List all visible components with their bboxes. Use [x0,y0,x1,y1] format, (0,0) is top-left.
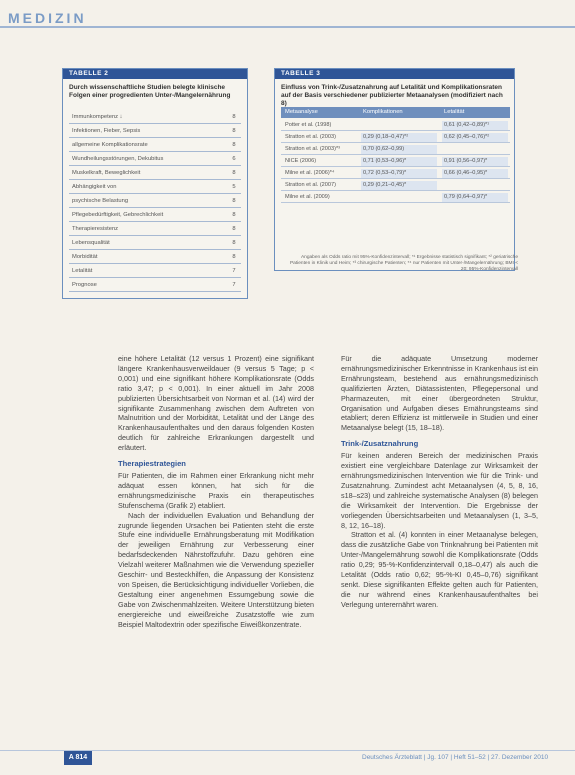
table-3-title: Einfluss von Trink-/Zusatznahrung auf Letalität und Komplikationsraten auf der Basis verschiedener publizierter Metaanalysen (modifiziert nach 8) [281,84,503,107]
right-column [341,354,538,610]
row-label: Abhängigkeit von [72,184,117,190]
row-value: 7 [232,282,236,288]
journal-reference: Deutsches Ärzteblatt | Jg. 107 | Heft 51–52 | 27. Dezember 2010 [362,754,549,761]
table-3-footnote: Angaben als Odds ratio mit 95%-Konfidenzintervall; *¹ Ergebnisse statistisch signifikant; *² geriatrische Patienten in Klinik und Heim; *³ chirurgische Patienten; *⁴ nur Patienten mit Unter-/Mangelernährung; BMI < 20; 95%-Konfidenzintervall [289,255,518,272]
paragraph: eine höhere Letalität (12 versus 1 Prozent) eine signifikant längere Krankenhausverweildauer (9 versus 5 Tage; p < 0,001) und eine signifikant höhere Komplikationsrate (Odds ratio 3,47; p < 0,001). In einer aktuell im Jahr 2008 publizierten Übersichtsarbeit von Norman et al. (14) wird der signifikante Zusammenhang zwischen dem Auftreten von Malnutrition und der Morbidität, Letalität und der Länge des Krankenhausaufenthaltes und den daraus folgenden Kosten deutlich für zahlreiche Erkrankungen dargestellt und erläutert. [118,354,314,453]
table-row [281,168,510,179]
row-complications: 0,70 (0,62–0,99) [363,146,405,152]
table-row [69,111,241,124]
row-label: Pflegebedürftigkeit, Gebrechlichkeit [72,212,164,218]
row-study: Stratton et al. (2007) [285,182,336,188]
row-mortality: 0,79 (0,64–0,97)* [444,194,488,200]
row-value: 8 [232,226,236,232]
table-row [281,180,510,191]
page-number: A 814 [64,751,92,765]
row-label: Prognose [72,282,97,288]
table-3-header-complications: Komplikationen [363,109,403,115]
header-rule [0,26,575,28]
row-study: Stratton et al. (2003)*³ [285,146,341,152]
row-label: Wundheilungsstörungen, Dekubitus [72,156,164,162]
row-label: Morbidität [72,254,98,260]
table-row [69,139,241,152]
row-label: Therapieresistenz [72,226,119,232]
table-row [69,265,241,278]
row-mortality: 0,61 (0,42–0,89)*¹ [444,122,490,128]
row-value: 8 [232,240,236,246]
row-value: 8 [232,114,236,120]
table-row [69,181,241,194]
row-label: allgemeine Komplikationsrate [72,142,148,148]
row-study: Milne et al. (2009) [285,194,330,200]
table-row [69,223,241,236]
row-value: 8 [232,254,236,260]
row-study: Stratton et al. (2003) [285,134,336,140]
section-heading: Trink-/Zusatznahrung [341,439,419,449]
row-complications: 0,71 (0,53–0,96)* [363,158,407,164]
table-row [281,120,510,131]
table-row [69,237,241,250]
table-row [69,125,241,138]
paragraph: Für die adäquate Umsetzung moderner ernährungsmedizinischer Erkenntnisse in Krankenhaus ist ein Ernährungsteam, bestehend aus ernährungsmedizinisch qualifizierten Ärzten, Diätassistenten, Pflegepersonal und Pharmazeuten, mit einer übergeordneten Struktur, Organisation und Aufgaben dieses Ernährungsteams sind etabliert; deren Effizienz ist mittlerweile in Studien und einer Metaanalyse belegt (15, 18–18). [341,354,538,433]
table-3 [274,68,515,271]
row-label: psychische Belastung [72,198,129,204]
row-label: Letalität [72,268,93,274]
table-3-header-row [281,107,510,118]
row-study: Milne et al. (2006)*⁴ [285,170,335,176]
row-value: 5 [232,184,236,190]
row-label: Infektionen, Fieber, Sepsis [72,128,141,134]
table-row [69,251,241,264]
table-row [281,156,510,167]
row-mortality: 0,91 (0,56–0,97)* [444,158,488,164]
table-row [69,195,241,208]
table-row [281,144,510,155]
paragraph: Nach der individuellen Evaluation und Behandlung der zugrunde liegenden Ursachen bei Patienten steht die erste Stufe eine individuelle Ernährungsberatung mit Modifikation der jeweiligen Ernährung zur Verbesserung einer bedarfsdeckenden Nährstoffzufuhr. Dazu gehören eine Vielzahl weiterer Maßnahmen wie die Verwendung spezieller Geschirr- und Besteckhilfen, die Anpassung der Konsistenz von Speisen, die Berücksichtigung individueller Vorlieben, die Gestaltung einer angenehmen Essumgebung sowie die Gabe von Zwischenmahlzeiten. Weitere Unterstützung bieten energiereiche und eiweißreiche Zusatzstoffe wie zum Beispiel Maltodextrin oder spezifische Eiweißkonzentrate. [118,510,314,629]
row-value: 8 [232,198,236,204]
row-value: 8 [232,212,236,218]
left-column [118,354,314,629]
row-study: NICE (2006) [285,158,317,164]
row-value: 8 [232,170,236,176]
row-study: Potter et al. (1998) [285,122,332,128]
table-2-title: Durch wissenschaftliche Studien belegte klinische Folgen einer progredienten Unter-/Mangelernährung [69,84,231,99]
row-value: 7 [232,268,236,274]
table-row [69,167,241,180]
row-label: Immunkompetenz ↓ [72,114,123,120]
row-label: Lebensqualität [72,240,110,246]
table-row [69,153,241,166]
section-header: MEDIZIN [8,10,87,26]
row-value: 8 [232,128,236,134]
table-2 [62,68,248,299]
row-value: 6 [232,156,236,162]
row-label: Muskelkraft, Beweglichkeit [72,170,141,176]
paragraph: Für Patienten, die im Rahmen einer Erkrankung nicht mehr adäquat essen können, hat sich für die ernährungsmedizinische Praxis ein therapeutisches Stufenschema (Grafik 2) etabliert. [118,470,314,510]
row-complications: 0,29 (0,21–0,45)* [363,182,407,188]
table-row [281,132,510,143]
row-mortality: 0,66 (0,46–0,95)* [444,170,488,176]
paragraph: Für keinen anderen Bereich der medizinischen Praxis existiert eine vergleichbare Datenlage zur Wirksamkeit der ernährungsmedizinischen Intervention wie für die Trink- und Zusatznahrung. Zumindest acht Metaanalysen (4, 5, 8, 16, s18–s23) und zahlreiche systematische Analysen (8) belegen die Wirksamkeit der Intervention. Die Ergebnisse der vorliegenden Übersichtsarbeiten und Metaanalysen (1, 3–5, 8, 12, 16–18). [341,451,538,530]
row-value: 8 [232,142,236,148]
row-complications: 0,29 (0,18–0,47)*² [363,134,409,140]
table-row [281,192,510,203]
table-3-header-study: Metaanalyse [285,109,318,115]
table-3-label: TABELLE 3 [275,69,514,79]
table-row [69,209,241,222]
table-2-label: TABELLE 2 [63,69,247,79]
row-complications: 0,72 (0,53–0,79)* [363,170,407,176]
row-mortality: 0,62 (0,45–0,76)*² [444,134,490,140]
table-row [69,279,241,292]
section-heading: Therapiestrategien [118,459,186,469]
paragraph: Stratton et al. (4) konnten in einer Metaanalyse belegen, dass die zusätzliche Gabe von Trinknahrung bei Patienten mit Unter-/Mangelernährung sowohl die Komplikationsrate (Odds ratio 0,29; 95-%-Konfidenzintervall 0,18–0,47) als auch die Letalität (Odds ratio 0,62; 95-%-KI 0,45–0,76) signifikant senkt. Diese signifikanten Effekte gelten auch für Patienten, die nur während eines Krankenhausaufenthaltes bei Verlegung unterernährt waren. [341,530,538,609]
table-3-header-mortality: Letalität [444,109,465,115]
